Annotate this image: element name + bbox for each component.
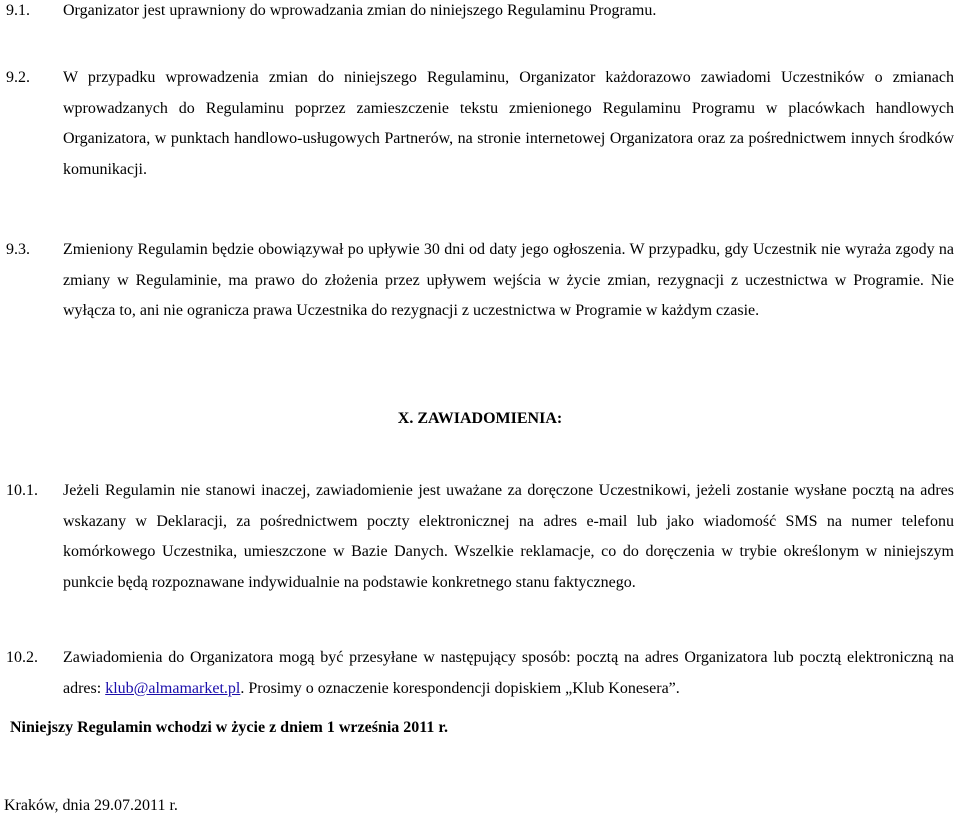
section-text: Jeżeli Regulamin nie stanowi inaczej, zawiadomienie jest uważane za doręczone Uczestnikowi, jeżeli zostanie wysłane pocztą na adres wskazany w Deklaracji, za pośrednictwem poczty elektronicznej na adres e-mail lub jako wiadomość SMS na numer telefonu komórkowego Uczestnika, umieszczone w Bazie Danych. Wszelkie reklamacje, co do doręczenia w trybie określonym w niniejszym punkcie będą rozpoznawane indywidualnie na podstawie konkretnego stanu faktycznego. [63, 482, 954, 591]
section-text: W przypadku wprowadzenia zmian do niniejszego Regulaminu, Organizator każdorazowo zawiadomi Uczestników o zmianach wprowadzanych do Regulaminu poprzez zamieszczenie tekstu zmienionego Regulaminu Programu w placówkach handlowych Organizatora, w punktach handlowo-usługowych Partnerów, na stronie internetowej Organizatora oraz za pośrednictwem innych środków komunikacji. [63, 69, 954, 178]
section-text: Zmieniony Regulamin będzie obowiązywał po upływie 30 dni od daty jego ogłoszenia. W przypadku, gdy Uczestnik nie wyraża zgody na zmiany w Regulaminie, ma prawo do złożenia przez upływem wejścia w życie zmian, rezygnacji z uczestnictwa w Programie. Nie wyłącza to, ani nie ogranicza prawa Uczestnika do rezygnacji z uczestnictwa w Programie w każdym czasie. [63, 241, 954, 319]
section-9-1 [6, 0, 954, 27]
section-10-2 [6, 643, 954, 704]
email-link[interactable]: klub@almamarket.pl [105, 679, 241, 697]
section-text [63, 643, 954, 704]
section-number: 9.1. [6, 2, 30, 19]
section-text: Organizator jest uprawniony do wprowadzania zmian do niniejszego Regulaminu Programu. [63, 2, 657, 19]
section-number: 10.2. [6, 649, 38, 666]
section-number: 9.2. [6, 69, 30, 86]
place-date-line: Kraków, dnia 29.07.2011 r. [4, 797, 178, 814]
section-10-1 [6, 476, 954, 598]
final-statement: Niniejszy Regulamin wchodzi w życie z dniem 1 września 2011 r. [10, 719, 449, 736]
section-number: 9.3. [6, 241, 30, 258]
section-number: 10.1. [6, 482, 38, 499]
section-9-2 [6, 63, 954, 185]
section-text-before: Zawiadomienia do Organizatora mogą być przesyłane w następujący sposób: pocztą na adres Organizatora lub pocztą elektroniczną na adres: [63, 649, 954, 697]
section-9-3 [6, 235, 954, 327]
section-text-after: . Prosimy o oznaczenie korespondencji dopiskiem „Klub Konesera”. [240, 679, 680, 697]
section-heading: X. ZAWIADOMIENIA: [397, 410, 563, 427]
